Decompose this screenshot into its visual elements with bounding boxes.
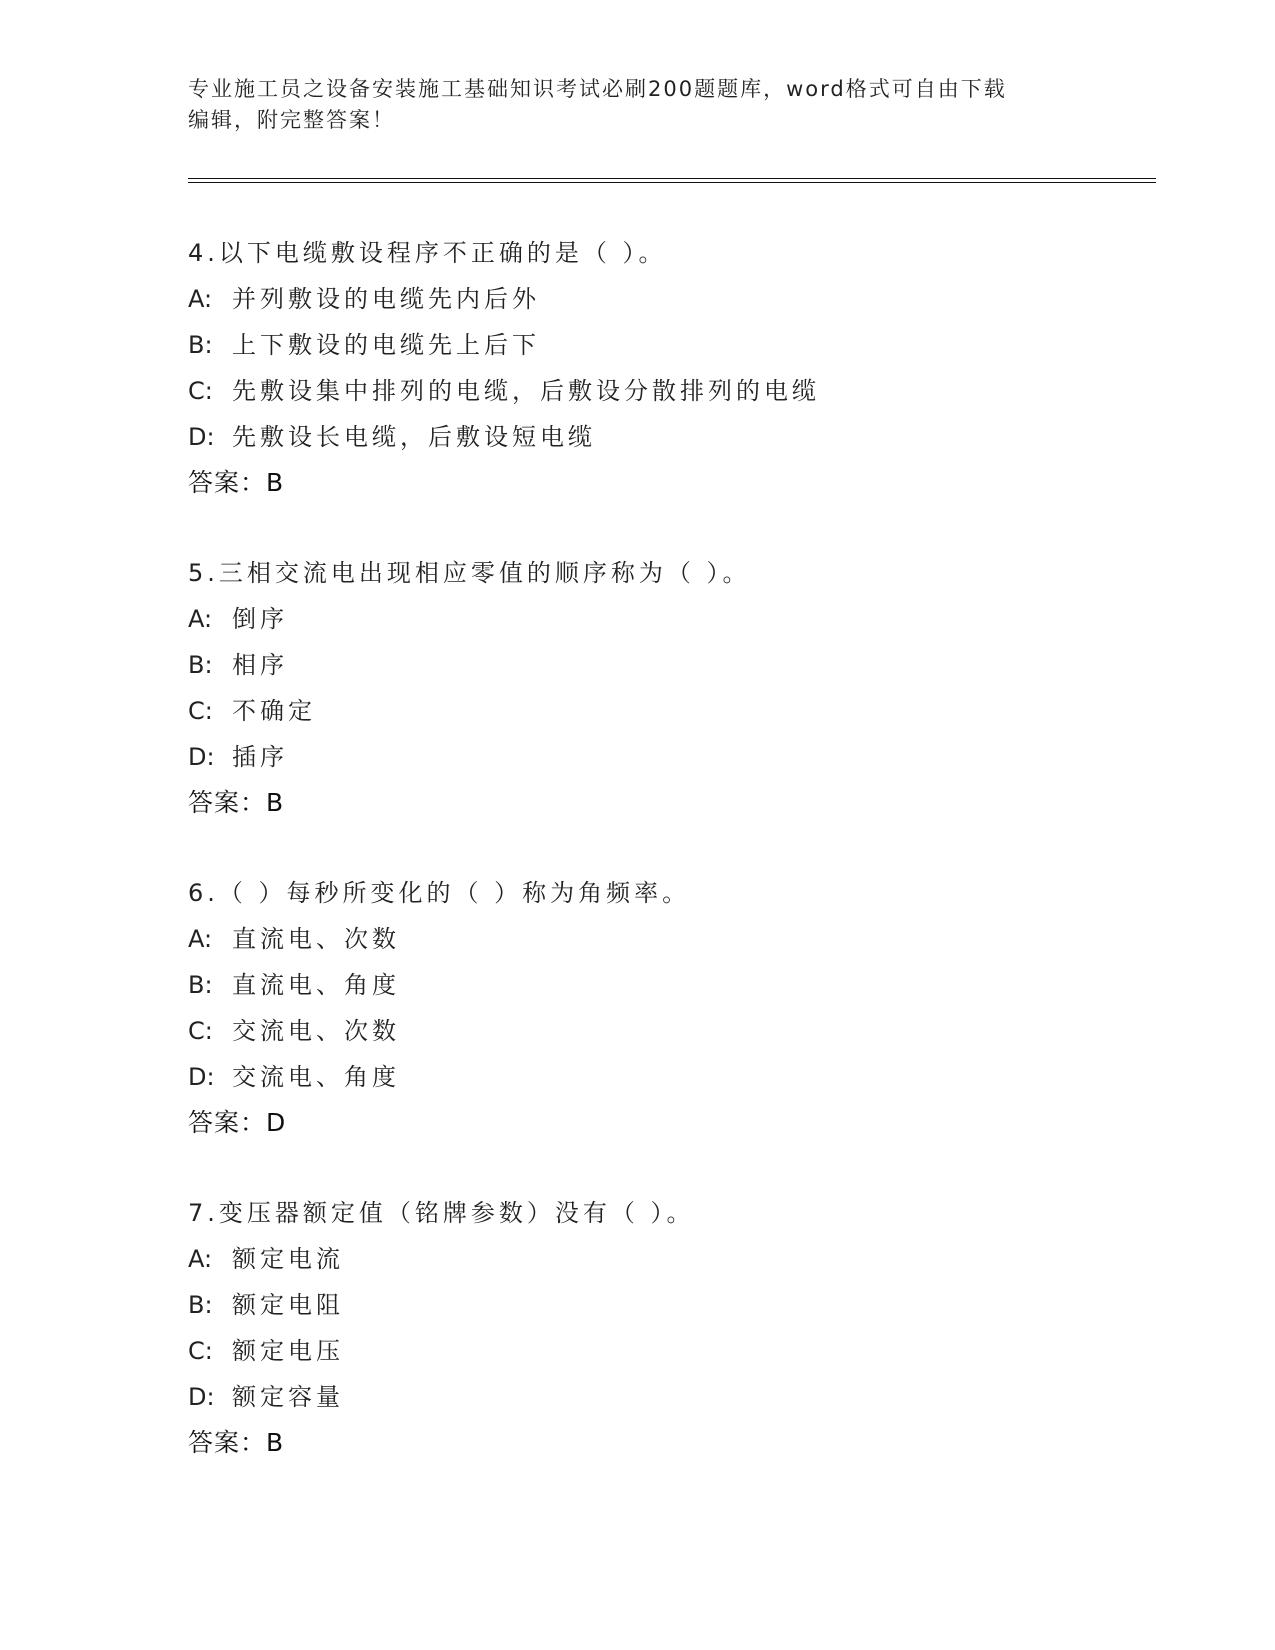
option-letter: B: (188, 971, 213, 999)
option-text: 不确定 (232, 697, 316, 725)
option-letter: C: (188, 1017, 213, 1045)
header-title-line-1: 专业施工员之设备安装施工基础知识考试必刷200题题库，word格式可自由下载 (188, 77, 1007, 101)
option-text: 倒序 (232, 605, 288, 633)
option-b (188, 322, 1168, 368)
option-c (188, 1008, 1168, 1054)
option-letter: B: (188, 651, 213, 679)
option-text: 额定电压 (232, 1337, 344, 1365)
option-d (188, 734, 1168, 780)
option-text: 上下敷设的电缆先上后下 (232, 331, 540, 359)
option-text: 交流电、角度 (232, 1063, 400, 1091)
header-divider-top (188, 178, 1156, 179)
option-a (188, 596, 1168, 642)
answer-line: 答案：B (188, 788, 285, 817)
option-letter: C: (188, 377, 213, 405)
option-letter: D: (188, 743, 215, 771)
question-block (188, 870, 1168, 1146)
option-text: 先敷设长电缆，后敷设短电缆 (232, 423, 596, 451)
option-text: 交流电、次数 (232, 1017, 400, 1045)
option-text: 直流电、角度 (232, 971, 400, 999)
option-letter: B: (188, 1291, 213, 1319)
option-text: 额定电流 (232, 1245, 344, 1273)
option-letter: A: (188, 285, 213, 313)
question-block (188, 1190, 1168, 1466)
option-a (188, 276, 1168, 322)
option-letter: D: (188, 423, 215, 451)
option-letter: D: (188, 1063, 215, 1091)
option-text: 并列敷设的电缆先内后外 (232, 285, 540, 313)
option-b (188, 962, 1168, 1008)
option-d (188, 1054, 1168, 1100)
option-letter: A: (188, 1245, 213, 1273)
option-letter: C: (188, 1337, 213, 1365)
document-header (188, 74, 1088, 136)
option-c (188, 688, 1168, 734)
option-text: 额定电阻 (232, 1291, 344, 1319)
option-c (188, 368, 1168, 414)
option-a (188, 916, 1168, 962)
option-text: 先敷设集中排列的电缆，后敷设分散排列的电缆 (232, 377, 820, 405)
answer-line: 答案：B (188, 1428, 285, 1457)
option-text: 直流电、次数 (232, 925, 400, 953)
option-letter: A: (188, 925, 213, 953)
question-stem: 4.以下电缆敷设程序不正确的是（ ）。 (188, 239, 667, 267)
answer-line: 答案：D (188, 1108, 287, 1137)
option-text: 插序 (232, 743, 288, 771)
option-text: 额定容量 (232, 1383, 344, 1411)
option-d (188, 414, 1168, 460)
header-divider-bottom (188, 182, 1156, 183)
question-block (188, 550, 1168, 826)
question-stem: 6.（ ）每秒所变化的（ ）称为角频率。 (188, 879, 691, 907)
option-letter: B: (188, 331, 213, 359)
option-text: 相序 (232, 651, 288, 679)
option-d (188, 1374, 1168, 1420)
option-letter: C: (188, 697, 213, 725)
header-title-line-2: 编辑，附完整答案！ (188, 108, 395, 132)
option-b (188, 1282, 1168, 1328)
question-block (188, 230, 1168, 506)
option-a (188, 1236, 1168, 1282)
option-b (188, 642, 1168, 688)
question-stem: 7.变压器额定值（铭牌参数）没有（ ）。 (188, 1199, 695, 1227)
option-letter: A: (188, 605, 213, 633)
question-stem: 5.三相交流电出现相应零值的顺序称为（ ）。 (188, 559, 751, 587)
option-c (188, 1328, 1168, 1374)
answer-line: 答案：B (188, 468, 285, 497)
option-letter: D: (188, 1383, 215, 1411)
